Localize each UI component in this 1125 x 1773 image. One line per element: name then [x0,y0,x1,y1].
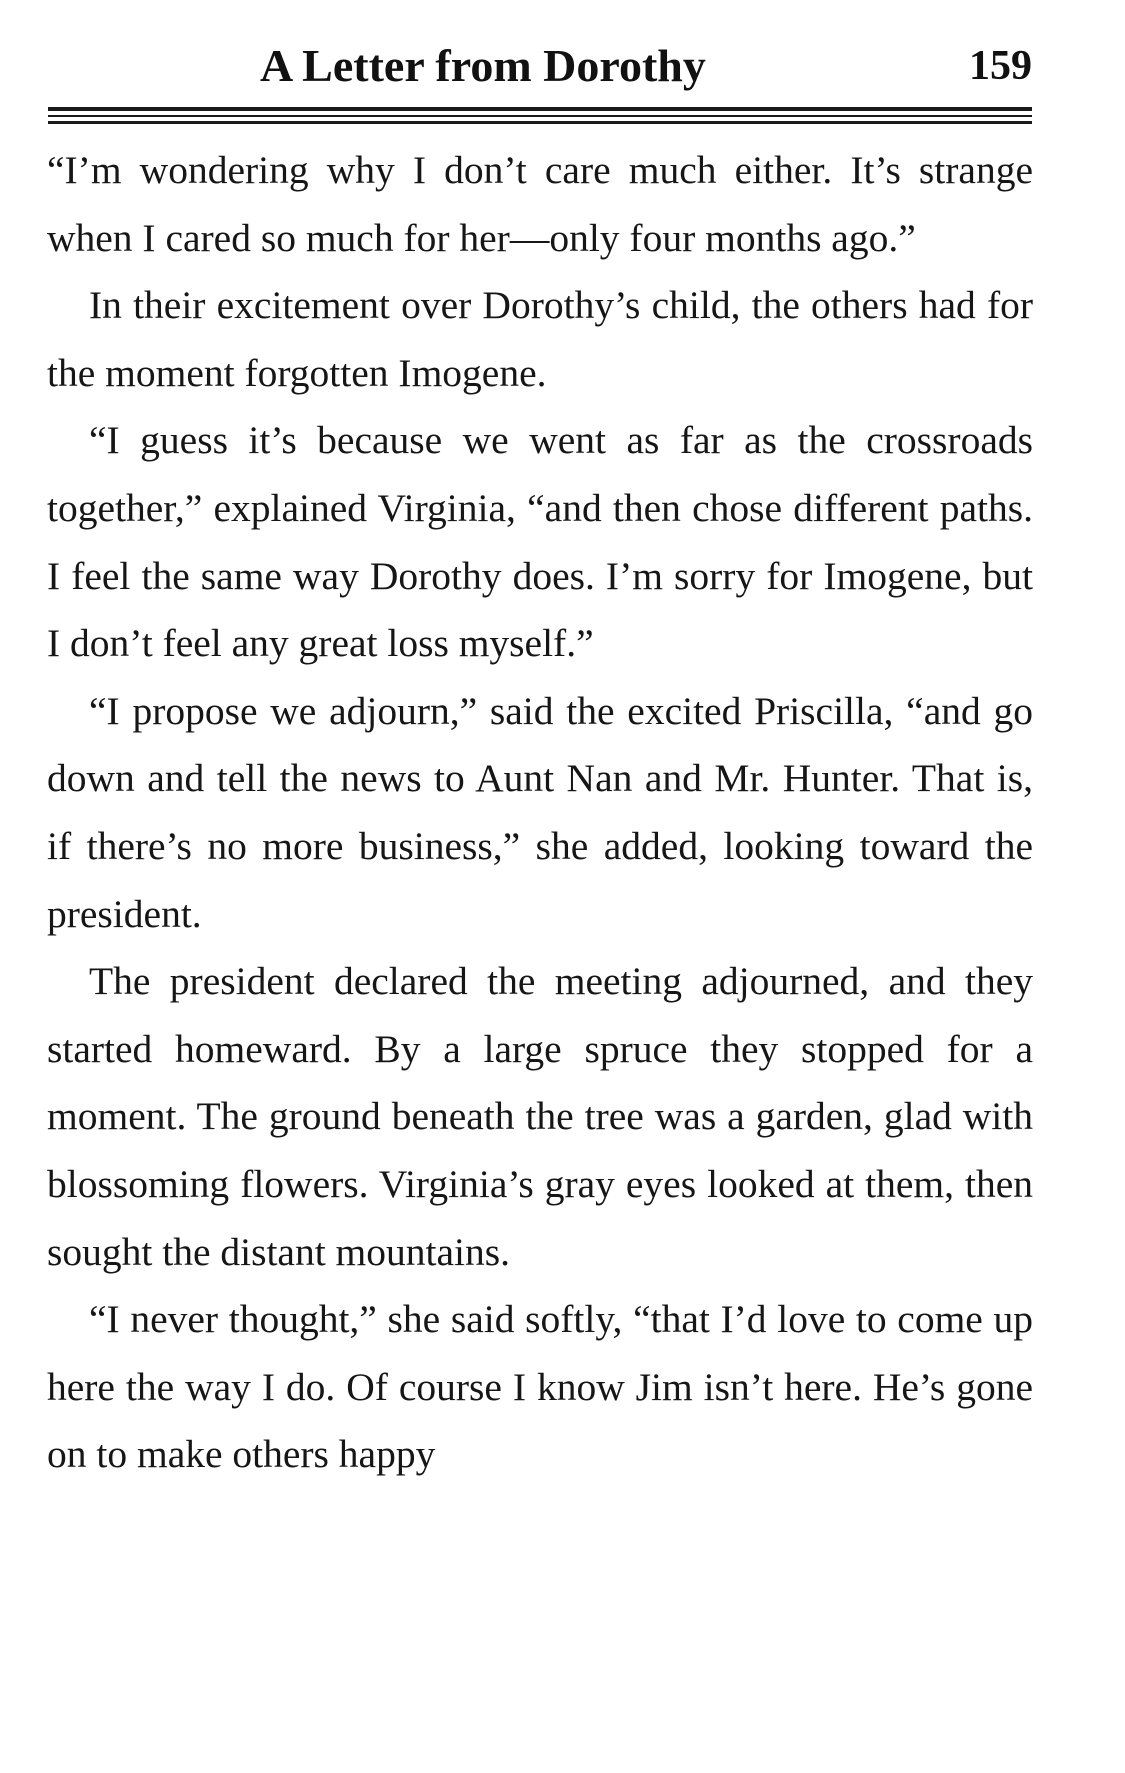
paragraph: The president declared the meeting adjourned, and they started homeward. By a large spruce they stopped for a moment. The ground beneath the tree was a garden, glad with blossoming flowers. Virginia’s gray eyes looked at them, then sought the distant mountains. [47,959,1033,1274]
paragraph: In their excitement over Dorothy’s child, the others had for the moment forgotten Imogene. [47,283,1033,395]
header-rule-bottom [48,121,1032,124]
header-rule-middle [48,115,1032,117]
page-number: 159 [969,43,1032,89]
paragraph: “I never thought,” she said softly, “that I’d love to come up here the way I do. Of course I know Jim isn’t here. He’s gone on to make others happy [47,1297,1033,1477]
body-text [47,137,1033,1489]
paragraph: “I’m wondering why I don’t care much either. It’s strange when I cared so much for her—only four months ago.” [47,148,1033,260]
paragraph: “I guess it’s because we went as far as the crossroads together,” explained Virginia, “and then chose different paths. I feel the same way Dorothy does. I’m sorry for Imogene, but I don’t feel any great loss myself.” [47,418,1033,666]
running-header [48,36,1032,96]
running-title: A Letter from Dorothy [260,40,706,91]
paragraph: “I propose we adjourn,” said the excited Priscilla, “and go down and tell the news to Aunt Nan and Mr. Hunter. That is, if there’s no more business,” she added, looking toward the president. [47,688,1033,936]
header-rule-top [48,107,1032,111]
